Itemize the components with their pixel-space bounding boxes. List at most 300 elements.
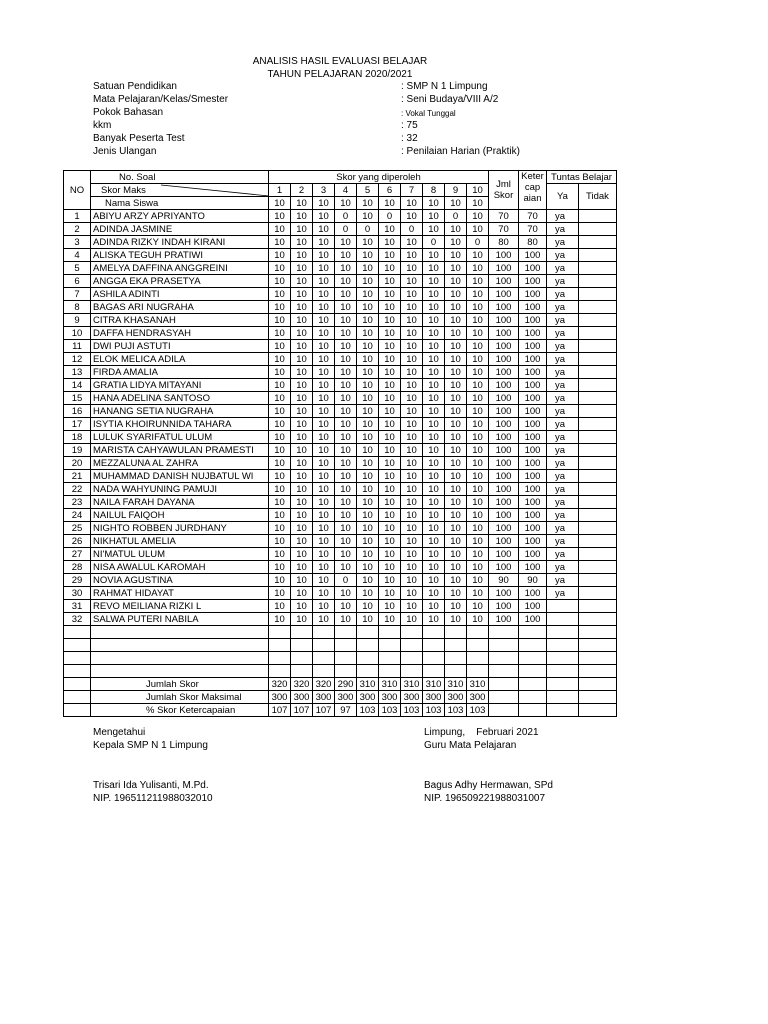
score-cell: 10 [291, 236, 313, 249]
empty-cell [64, 678, 91, 691]
summary-value: 300 [445, 691, 467, 704]
score-cell: 10 [423, 301, 445, 314]
question-number: 1 [269, 184, 291, 197]
tuntas-tidak [579, 470, 617, 483]
table-row [64, 314, 617, 327]
question-number: 8 [423, 184, 445, 197]
tuntas-ya: ya [547, 431, 579, 444]
jml-skor: 80 [489, 236, 519, 249]
summary-row [64, 704, 617, 717]
student-name: NADA WAHYUNING PAMUJI [91, 483, 269, 496]
empty-cell [519, 678, 547, 691]
score-cell: 10 [269, 210, 291, 223]
score-cell: 10 [379, 327, 401, 340]
score-cell: 10 [357, 379, 379, 392]
summary-value: 310 [467, 678, 489, 691]
tuntas-ya: ya [547, 210, 579, 223]
jml-skor: 100 [489, 392, 519, 405]
student-name: GRATIA LIDYA MITAYANI [91, 379, 269, 392]
tuntas-ya: ya [547, 327, 579, 340]
summary-value: 300 [423, 691, 445, 704]
info-value: : 75 [401, 120, 418, 131]
score-cell: 10 [335, 327, 357, 340]
empty-cell [379, 626, 401, 639]
jml-skor: 100 [489, 522, 519, 535]
score-cell: 10 [357, 353, 379, 366]
score-cell: 10 [401, 548, 423, 561]
score-cell: 10 [423, 548, 445, 561]
score-cell: 10 [467, 509, 489, 522]
score-cell: 10 [335, 561, 357, 574]
table-row [64, 613, 617, 626]
score-cell: 10 [291, 496, 313, 509]
row-number: 27 [64, 548, 91, 561]
empty-cell [489, 704, 519, 717]
diagonal-line [91, 184, 269, 197]
tuntas-tidak [579, 535, 617, 548]
score-cell: 10 [445, 379, 467, 392]
row-number: 23 [64, 496, 91, 509]
tuntas-tidak [579, 210, 617, 223]
score-cell: 10 [335, 535, 357, 548]
score-cell: 10 [313, 236, 335, 249]
max-score: 10 [291, 197, 313, 210]
score-cell: 10 [335, 366, 357, 379]
score-cell: 10 [357, 327, 379, 340]
score-cell: 10 [313, 600, 335, 613]
no-header: NO [64, 171, 91, 210]
score-cell: 10 [423, 457, 445, 470]
score-cell: 10 [401, 275, 423, 288]
score-cell: 10 [445, 613, 467, 626]
empty-cell [357, 665, 379, 678]
header-row [64, 171, 617, 184]
score-cell: 10 [269, 470, 291, 483]
table-row [64, 353, 617, 366]
score-cell: 10 [313, 535, 335, 548]
tuntas-tidak [579, 366, 617, 379]
ketercapaian: 90 [519, 574, 547, 587]
empty-row [64, 639, 617, 652]
score-table [63, 170, 617, 717]
empty-cell [357, 626, 379, 639]
empty-cell [445, 665, 467, 678]
score-cell: 10 [445, 509, 467, 522]
empty-cell [547, 639, 579, 652]
table-row [64, 600, 617, 613]
score-cell: 10 [423, 470, 445, 483]
skor-diperoleh-header: Skor yang diperoleh [269, 171, 489, 184]
score-cell: 10 [357, 340, 379, 353]
score-cell: 10 [269, 288, 291, 301]
tuntas-ya: ya [547, 496, 579, 509]
table-row [64, 587, 617, 600]
student-name: NIKHATUL AMELIA [91, 535, 269, 548]
score-cell: 10 [291, 210, 313, 223]
score-cell: 10 [291, 509, 313, 522]
score-cell: 10 [445, 574, 467, 587]
score-cell: 10 [423, 262, 445, 275]
score-cell: 10 [379, 223, 401, 236]
score-cell: 10 [423, 249, 445, 262]
question-number: 9 [445, 184, 467, 197]
score-cell: 10 [467, 314, 489, 327]
ketercapaian: 100 [519, 613, 547, 626]
footer-right-line1: Limpung, Februari 2021 [424, 727, 539, 738]
score-cell: 10 [313, 262, 335, 275]
score-cell: 10 [313, 470, 335, 483]
score-cell: 10 [291, 587, 313, 600]
empty-cell [519, 691, 547, 704]
teacher-nip: NIP. 196509221988031007 [424, 793, 546, 804]
info-value: : Vokal Tunggal [401, 109, 456, 118]
score-cell: 10 [379, 444, 401, 457]
ketercapaian: 100 [519, 496, 547, 509]
score-cell: 10 [357, 587, 379, 600]
ketercapaian: 100 [519, 379, 547, 392]
empty-cell [269, 639, 291, 652]
student-name: MEZZALUNA AL ZAHRA [91, 457, 269, 470]
empty-cell [547, 691, 579, 704]
row-number: 32 [64, 613, 91, 626]
max-score: 10 [379, 197, 401, 210]
score-cell: 10 [467, 522, 489, 535]
score-cell: 10 [423, 509, 445, 522]
score-cell: 10 [335, 444, 357, 457]
ketercapaian: 100 [519, 340, 547, 353]
empty-row [64, 652, 617, 665]
score-cell: 10 [335, 392, 357, 405]
table-row [64, 301, 617, 314]
score-cell: 0 [335, 223, 357, 236]
score-cell: 10 [379, 418, 401, 431]
empty-cell [489, 626, 519, 639]
score-cell: 10 [269, 548, 291, 561]
score-cell: 10 [335, 314, 357, 327]
table-row [64, 431, 617, 444]
student-name: ABIYU ARZY APRIYANTO [91, 210, 269, 223]
table-row [64, 223, 617, 236]
tuntas-ya: ya [547, 535, 579, 548]
student-name: ALISKA TEGUH PRATIWI [91, 249, 269, 262]
ketercapaian: 100 [519, 418, 547, 431]
score-cell: 10 [379, 405, 401, 418]
score-cell: 10 [291, 379, 313, 392]
score-cell: 10 [269, 431, 291, 444]
score-cell: 10 [423, 522, 445, 535]
score-cell: 10 [335, 457, 357, 470]
row-number: 21 [64, 470, 91, 483]
summary-value: 300 [291, 691, 313, 704]
ketercapaian: 100 [519, 314, 547, 327]
score-cell: 10 [467, 288, 489, 301]
score-cell: 10 [467, 223, 489, 236]
score-cell: 10 [335, 548, 357, 561]
summary-value: 300 [313, 691, 335, 704]
score-cell: 10 [379, 314, 401, 327]
score-cell: 10 [313, 444, 335, 457]
ketercapaian: 100 [519, 522, 547, 535]
tuntas-ya: ya [547, 379, 579, 392]
score-cell: 10 [291, 327, 313, 340]
score-cell: 10 [335, 496, 357, 509]
empty-cell [91, 665, 269, 678]
table-row [64, 340, 617, 353]
info-label: Banyak Peserta Test [93, 133, 185, 144]
score-cell: 10 [379, 587, 401, 600]
score-cell: 10 [335, 418, 357, 431]
empty-cell [335, 626, 357, 639]
empty-cell [579, 704, 617, 717]
table-row [64, 457, 617, 470]
score-cell: 10 [357, 366, 379, 379]
score-cell: 10 [291, 405, 313, 418]
ketercapaian: 100 [519, 587, 547, 600]
jml-skor: 100 [489, 496, 519, 509]
score-cell: 10 [269, 249, 291, 262]
score-cell: 10 [401, 431, 423, 444]
score-cell: 10 [467, 548, 489, 561]
summary-label: Jumlah Skor [91, 678, 269, 691]
max-score: 10 [445, 197, 467, 210]
summary-label: % Skor Ketercapaian [91, 704, 269, 717]
score-cell: 10 [423, 496, 445, 509]
score-cell: 10 [401, 522, 423, 535]
empty-cell [547, 704, 579, 717]
score-cell: 10 [401, 535, 423, 548]
row-number: 1 [64, 210, 91, 223]
student-name: REVO MEILIANA RIZKI L [91, 600, 269, 613]
empty-cell [401, 665, 423, 678]
tuntas-tidak [579, 457, 617, 470]
summary-value: 300 [357, 691, 379, 704]
score-cell: 0 [357, 223, 379, 236]
tuntas-ya: ya [547, 223, 579, 236]
row-number: 20 [64, 457, 91, 470]
score-cell: 10 [291, 535, 313, 548]
ketercapaian: 100 [519, 535, 547, 548]
score-cell: 10 [357, 574, 379, 587]
summary-value: 300 [379, 691, 401, 704]
score-cell: 10 [335, 587, 357, 600]
student-name: NAILUL FAIQOH [91, 509, 269, 522]
score-cell: 10 [401, 587, 423, 600]
score-cell: 10 [291, 353, 313, 366]
empty-cell [401, 639, 423, 652]
score-cell: 10 [291, 249, 313, 262]
summary-value: 310 [379, 678, 401, 691]
score-cell: 10 [445, 561, 467, 574]
empty-cell [291, 665, 313, 678]
row-number: 11 [64, 340, 91, 353]
empty-cell [445, 639, 467, 652]
score-cell: 10 [291, 522, 313, 535]
row-number: 29 [64, 574, 91, 587]
score-cell: 10 [467, 457, 489, 470]
empty-cell [547, 678, 579, 691]
score-cell: 10 [313, 405, 335, 418]
score-cell: 10 [335, 522, 357, 535]
ketercapaian: 100 [519, 288, 547, 301]
jml-skor: 90 [489, 574, 519, 587]
student-name: NI'MATUL ULUM [91, 548, 269, 561]
max-score: 10 [423, 197, 445, 210]
score-cell: 10 [313, 366, 335, 379]
score-cell: 10 [269, 483, 291, 496]
score-cell: 10 [467, 262, 489, 275]
row-number: 17 [64, 418, 91, 431]
score-cell: 10 [313, 418, 335, 431]
jml-skor: 100 [489, 418, 519, 431]
empty-cell [423, 652, 445, 665]
table-row [64, 483, 617, 496]
tuntas-ya: ya [547, 288, 579, 301]
question-number: 6 [379, 184, 401, 197]
score-cell: 10 [445, 223, 467, 236]
score-cell: 10 [335, 613, 357, 626]
student-name: RAHMAT HIDAYAT [91, 587, 269, 600]
table-row [64, 418, 617, 431]
tuntas-tidak [579, 236, 617, 249]
tuntas-tidak [579, 288, 617, 301]
score-cell: 10 [357, 314, 379, 327]
footer-left-line1: Mengetahui [93, 727, 146, 738]
row-number: 28 [64, 561, 91, 574]
score-cell: 10 [269, 457, 291, 470]
summary-value: 320 [291, 678, 313, 691]
ketercapaian: 100 [519, 470, 547, 483]
tuntas-ya: ya [547, 548, 579, 561]
empty-cell [519, 639, 547, 652]
score-cell: 10 [467, 444, 489, 457]
report-title-line1: ANALISIS HASIL EVALUASI BELAJAR [252, 56, 428, 67]
score-cell: 10 [445, 457, 467, 470]
score-cell: 10 [335, 236, 357, 249]
tuntas-ya: ya [547, 509, 579, 522]
student-name: BAGAS ARI NUGRAHA [91, 301, 269, 314]
info-value: : 32 [401, 133, 418, 144]
score-cell: 10 [401, 249, 423, 262]
summary-value: 320 [313, 678, 335, 691]
ketercapaian-header: Keter cap aian [519, 171, 547, 210]
score-cell: 10 [445, 431, 467, 444]
score-cell: 10 [423, 405, 445, 418]
score-cell: 10 [313, 483, 335, 496]
table-row [64, 535, 617, 548]
table-row [64, 470, 617, 483]
table-row [64, 496, 617, 509]
score-cell: 10 [467, 418, 489, 431]
score-cell: 10 [423, 275, 445, 288]
jml-skor: 70 [489, 223, 519, 236]
student-name: NISA AWALUL KAROMAH [91, 561, 269, 574]
ya-header: Ya [547, 184, 579, 210]
summary-value: 103 [401, 704, 423, 717]
score-cell: 10 [467, 405, 489, 418]
score-cell: 10 [401, 457, 423, 470]
tuntas-tidak [579, 405, 617, 418]
student-name: LULUK SYARIFATUL ULUM [91, 431, 269, 444]
ketercapaian: 100 [519, 249, 547, 262]
score-cell: 10 [401, 613, 423, 626]
score-cell: 10 [357, 535, 379, 548]
student-name: CITRA KHASANAH [91, 314, 269, 327]
empty-cell [64, 665, 91, 678]
score-cell: 10 [445, 288, 467, 301]
score-cell: 10 [335, 262, 357, 275]
empty-cell [291, 652, 313, 665]
empty-cell [379, 652, 401, 665]
score-cell: 10 [269, 418, 291, 431]
jml-skor: 100 [489, 301, 519, 314]
score-cell: 10 [423, 366, 445, 379]
tuntas-ya: ya [547, 314, 579, 327]
footer-right-line2: Guru Mata Pelajaran [424, 740, 517, 751]
empty-cell [357, 639, 379, 652]
summary-value: 310 [423, 678, 445, 691]
score-cell: 10 [379, 431, 401, 444]
score-cell: 10 [313, 288, 335, 301]
empty-cell [64, 639, 91, 652]
score-cell: 10 [379, 392, 401, 405]
score-cell: 10 [379, 470, 401, 483]
jml-skor: 100 [489, 288, 519, 301]
score-cell: 10 [401, 496, 423, 509]
jml-skor: 100 [489, 483, 519, 496]
score-cell: 10 [269, 522, 291, 535]
score-cell: 10 [423, 587, 445, 600]
table-row [64, 288, 617, 301]
student-name: ELOK MELICA ADILA [91, 353, 269, 366]
empty-cell [579, 665, 617, 678]
empty-cell [519, 626, 547, 639]
score-cell: 10 [291, 340, 313, 353]
empty-row [64, 626, 617, 639]
question-number: 7 [401, 184, 423, 197]
score-cell: 10 [357, 288, 379, 301]
tuntas-ya: ya [547, 353, 579, 366]
score-cell: 10 [291, 457, 313, 470]
tuntas-tidak [579, 249, 617, 262]
jml-skor: 100 [489, 470, 519, 483]
score-cell: 10 [423, 223, 445, 236]
row-number: 22 [64, 483, 91, 496]
score-cell: 10 [379, 275, 401, 288]
score-cell: 10 [401, 574, 423, 587]
score-cell: 10 [379, 340, 401, 353]
score-cell: 10 [379, 535, 401, 548]
score-cell: 10 [423, 613, 445, 626]
score-cell: 10 [445, 470, 467, 483]
score-cell: 10 [445, 444, 467, 457]
score-cell: 10 [291, 314, 313, 327]
tuntas-tidak [579, 548, 617, 561]
row-number: 18 [64, 431, 91, 444]
score-cell: 10 [467, 587, 489, 600]
score-cell: 10 [269, 496, 291, 509]
score-cell: 10 [313, 210, 335, 223]
table-row [64, 379, 617, 392]
student-name: NOVIA AGUSTINA [91, 574, 269, 587]
score-cell: 10 [467, 249, 489, 262]
empty-cell [467, 639, 489, 652]
score-cell: 10 [401, 418, 423, 431]
score-cell: 10 [401, 262, 423, 275]
row-number: 8 [64, 301, 91, 314]
tuntas-tidak [579, 379, 617, 392]
score-cell: 10 [291, 275, 313, 288]
tuntas-ya: ya [547, 574, 579, 587]
